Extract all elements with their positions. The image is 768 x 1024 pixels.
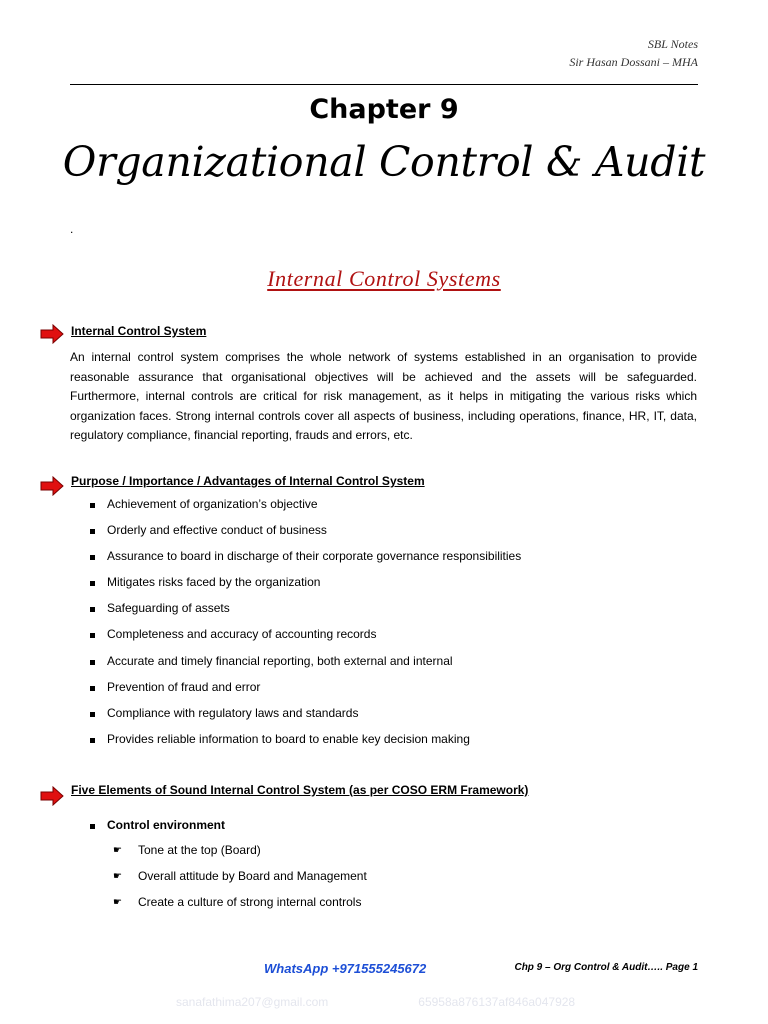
list-item: Mitigates risks faced by the organization	[90, 575, 521, 601]
sub-item-text: Tone at the top (Board)	[138, 843, 261, 857]
section-heading-internal-control: Internal Control System	[71, 324, 207, 338]
element-control-environment: Control environment	[90, 818, 225, 832]
red-arrow-icon	[40, 324, 64, 344]
section-heading-purpose: Purpose / Importance / Advantages of Internal Control System	[71, 474, 425, 488]
list-item	[113, 895, 367, 921]
header-divider	[70, 84, 698, 85]
list-item: Accurate and timely financial reporting, both external and internal	[90, 654, 521, 680]
list-item	[113, 869, 367, 895]
chapter-label: Chapter 9	[309, 94, 459, 125]
internal-control-paragraph: An internal control system comprises the whole network of systems established in an organisation to provide reasonable assurance that organisational objectives will be achieved and the assets will be safeguarded. Furthermore, internal controls are critical for risk management, as it helps in mitigating the various risks which organization faces. Strong internal controls cover all aspects of business, including operations, finance, HR, IT, data, regulatory compliance, financial reporting, frauds and errors, etc.	[70, 350, 697, 443]
list-item: Compliance with regulatory laws and standards	[90, 706, 521, 732]
pointing-hand-icon: ☛	[113, 897, 122, 908]
header-author: Sir Hasan Dossani – MHA	[569, 55, 698, 69]
list-item: Completeness and accuracy of accounting records	[90, 627, 521, 653]
header-notes-title: SBL Notes	[647, 37, 698, 51]
list-item: Achievement of organization’s objective	[90, 497, 521, 523]
list-item: Prevention of fraud and error	[90, 680, 521, 706]
pointing-hand-icon: ☛	[113, 845, 122, 856]
watermark-id: 65958a876137af846a047928	[418, 995, 576, 1009]
sub-item-text: Create a culture of strong internal controls	[138, 895, 362, 909]
purpose-list	[90, 497, 521, 758]
list-item: Provides reliable information to board to enable key decision making	[90, 732, 521, 758]
red-arrow-icon	[40, 786, 64, 806]
pointing-hand-icon: ☛	[113, 871, 122, 882]
watermark	[176, 995, 665, 1009]
list-item	[113, 843, 367, 869]
section-heading-five-elements: Five Elements of Sound Internal Control System (as per COSO ERM Framework)	[71, 783, 529, 797]
whatsapp-contact[interactable]: WhatsApp +971555245672	[264, 961, 427, 976]
red-arrow-icon	[40, 476, 64, 496]
page-footer: Chp 9 – Org Control & Audit….. Page 1	[514, 962, 698, 973]
section-title: Internal Control Systems	[267, 266, 501, 291]
stray-mark: .	[70, 222, 74, 236]
sub-item-text: Overall attitude by Board and Management	[138, 869, 367, 883]
control-environment-sublist	[113, 843, 367, 921]
page-title: Organizational Control & Audit	[62, 138, 706, 186]
list-item: Safeguarding of assets	[90, 601, 521, 627]
watermark-email: sanafathima207@gmail.com	[176, 995, 329, 1009]
list-item: Assurance to board in discharge of their corporate governance responsibilities	[90, 549, 521, 575]
list-item: Orderly and effective conduct of business	[90, 523, 521, 549]
